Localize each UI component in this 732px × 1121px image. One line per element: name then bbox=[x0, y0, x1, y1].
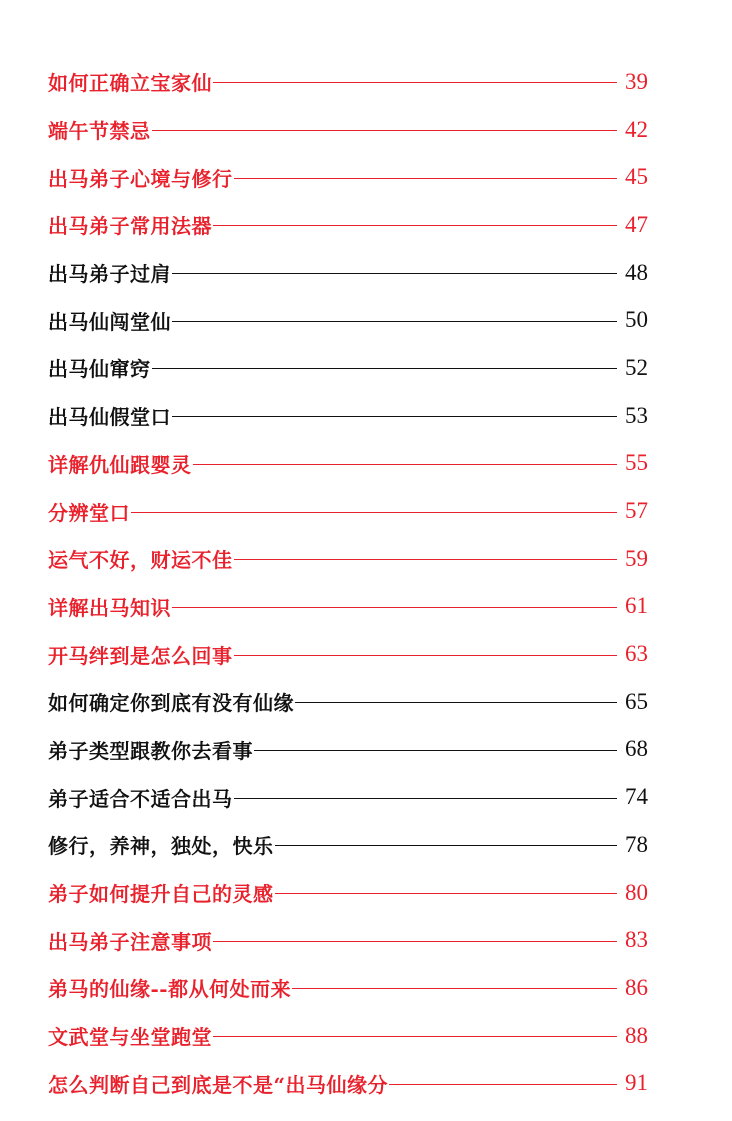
toc-entry[interactable] bbox=[48, 249, 648, 297]
toc-entry-title: 出马弟子常用法器 bbox=[48, 214, 212, 239]
toc-entry-title: 详解仇仙跟婴灵 bbox=[48, 452, 192, 477]
toc-entry[interactable] bbox=[48, 296, 648, 344]
toc-entry-page-number: 68 bbox=[625, 736, 648, 762]
toc-entry[interactable] bbox=[48, 916, 648, 964]
toc-entry-page-number: 65 bbox=[625, 688, 648, 714]
toc-leader-line bbox=[295, 702, 617, 703]
toc-entry-page-number: 47 bbox=[625, 211, 648, 237]
toc-entry-page-number: 42 bbox=[625, 116, 648, 142]
toc-leader-line bbox=[172, 321, 617, 322]
toc-entry-title: 弟子如何提升自己的灵感 bbox=[48, 882, 274, 907]
toc-leader-line bbox=[172, 273, 617, 274]
toc-entry[interactable] bbox=[48, 106, 648, 154]
toc-entry[interactable] bbox=[48, 964, 648, 1012]
toc-entry-page-number: 91 bbox=[625, 1070, 648, 1096]
toc-entry[interactable] bbox=[48, 440, 648, 488]
toc-entry-page-number: 52 bbox=[625, 354, 648, 380]
toc-leader-line bbox=[213, 82, 617, 83]
toc-entry-title: 弟马的仙缘--都从何处而来 bbox=[48, 977, 292, 1002]
toc-entry-title: 开马绊到是怎么回事 bbox=[48, 643, 233, 668]
toc-leader-line bbox=[234, 178, 618, 179]
toc-entry-page-number: 86 bbox=[625, 974, 648, 1000]
toc-entry-title: 出马仙闯堂仙 bbox=[48, 309, 171, 334]
toc-entry[interactable] bbox=[48, 726, 648, 774]
toc-leader-line bbox=[275, 845, 618, 846]
toc-leader-line bbox=[389, 1084, 617, 1085]
toc-entry-title: 文武堂与坐堂跑堂 bbox=[48, 1025, 212, 1050]
toc-leader-line bbox=[152, 368, 618, 369]
toc-entry-title: 端午节禁忌 bbox=[48, 119, 151, 144]
toc-leader-line bbox=[213, 1036, 617, 1037]
toc-entry-title: 如何确定你到底有没有仙缘 bbox=[48, 691, 294, 716]
toc-leader-line bbox=[213, 225, 617, 226]
toc-entry-page-number: 61 bbox=[625, 593, 648, 619]
toc-leader-line bbox=[292, 988, 617, 989]
toc-entry-page-number: 83 bbox=[625, 927, 648, 953]
toc-leader-line bbox=[213, 941, 617, 942]
toc-entry-page-number: 45 bbox=[625, 164, 648, 190]
toc-entry-title: 怎么判断自己到底是不是“出马仙缘分 bbox=[48, 1072, 389, 1097]
toc-entry-title: 弟子类型跟教你去看事 bbox=[48, 738, 253, 763]
toc-entry-title: 修行，养神，独处，快乐 bbox=[48, 834, 274, 859]
toc-entry-title: 分辨堂口 bbox=[48, 500, 130, 525]
toc-entry-page-number: 74 bbox=[625, 784, 648, 810]
toc-entry[interactable] bbox=[48, 344, 648, 392]
toc-entry-title: 出马仙窜窍 bbox=[48, 357, 151, 382]
toc-entry[interactable] bbox=[48, 201, 648, 249]
toc-entry-page-number: 55 bbox=[625, 450, 648, 476]
toc-entry[interactable] bbox=[48, 58, 648, 106]
toc-entry[interactable] bbox=[48, 487, 648, 535]
toc-leader-line bbox=[234, 798, 618, 799]
toc-leader-line bbox=[172, 416, 617, 417]
toc-leader-line bbox=[254, 750, 617, 751]
toc-entry[interactable] bbox=[48, 821, 648, 869]
toc-entry-page-number: 50 bbox=[625, 307, 648, 333]
toc-entry-page-number: 57 bbox=[625, 498, 648, 524]
toc-entry-page-number: 53 bbox=[625, 402, 648, 428]
toc-entry[interactable] bbox=[48, 1012, 648, 1060]
toc-leader-line bbox=[234, 559, 618, 560]
toc-entry[interactable] bbox=[48, 630, 648, 678]
toc-entry-page-number: 59 bbox=[625, 545, 648, 571]
toc-leader-line bbox=[172, 607, 617, 608]
toc-entry-page-number: 78 bbox=[625, 831, 648, 857]
toc-entry-title: 如何正确立宝家仙 bbox=[48, 71, 212, 96]
toc-entry-page-number: 48 bbox=[625, 259, 648, 285]
toc-entry-page-number: 63 bbox=[625, 641, 648, 667]
toc-entry[interactable] bbox=[48, 153, 648, 201]
toc-entry-title: 弟子适合不适合出马 bbox=[48, 786, 233, 811]
toc-entry[interactable] bbox=[48, 773, 648, 821]
toc-entry-page-number: 39 bbox=[625, 68, 648, 94]
toc-leader-line bbox=[234, 655, 618, 656]
toc-entry[interactable] bbox=[48, 678, 648, 726]
toc-leader-line bbox=[131, 512, 617, 513]
toc-entry[interactable] bbox=[48, 583, 648, 631]
toc-entry[interactable] bbox=[48, 392, 648, 440]
table-of-contents bbox=[48, 58, 648, 1107]
toc-entry-title: 详解出马知识 bbox=[48, 595, 171, 620]
toc-entry-page-number: 80 bbox=[625, 879, 648, 905]
toc-leader-line bbox=[152, 130, 618, 131]
toc-entry-title: 运气不好，财运不佳 bbox=[48, 548, 233, 573]
toc-entry[interactable] bbox=[48, 869, 648, 917]
toc-leader-line bbox=[193, 464, 618, 465]
toc-entry-title: 出马仙假堂口 bbox=[48, 405, 171, 430]
toc-entry[interactable] bbox=[48, 535, 648, 583]
toc-entry-page-number: 88 bbox=[625, 1022, 648, 1048]
toc-leader-line bbox=[275, 893, 618, 894]
toc-entry-title: 出马弟子过肩 bbox=[48, 262, 171, 287]
toc-entry-title: 出马弟子心境与修行 bbox=[48, 166, 233, 191]
toc-entry[interactable] bbox=[48, 1059, 648, 1107]
toc-entry-title: 出马弟子注意事项 bbox=[48, 929, 212, 954]
